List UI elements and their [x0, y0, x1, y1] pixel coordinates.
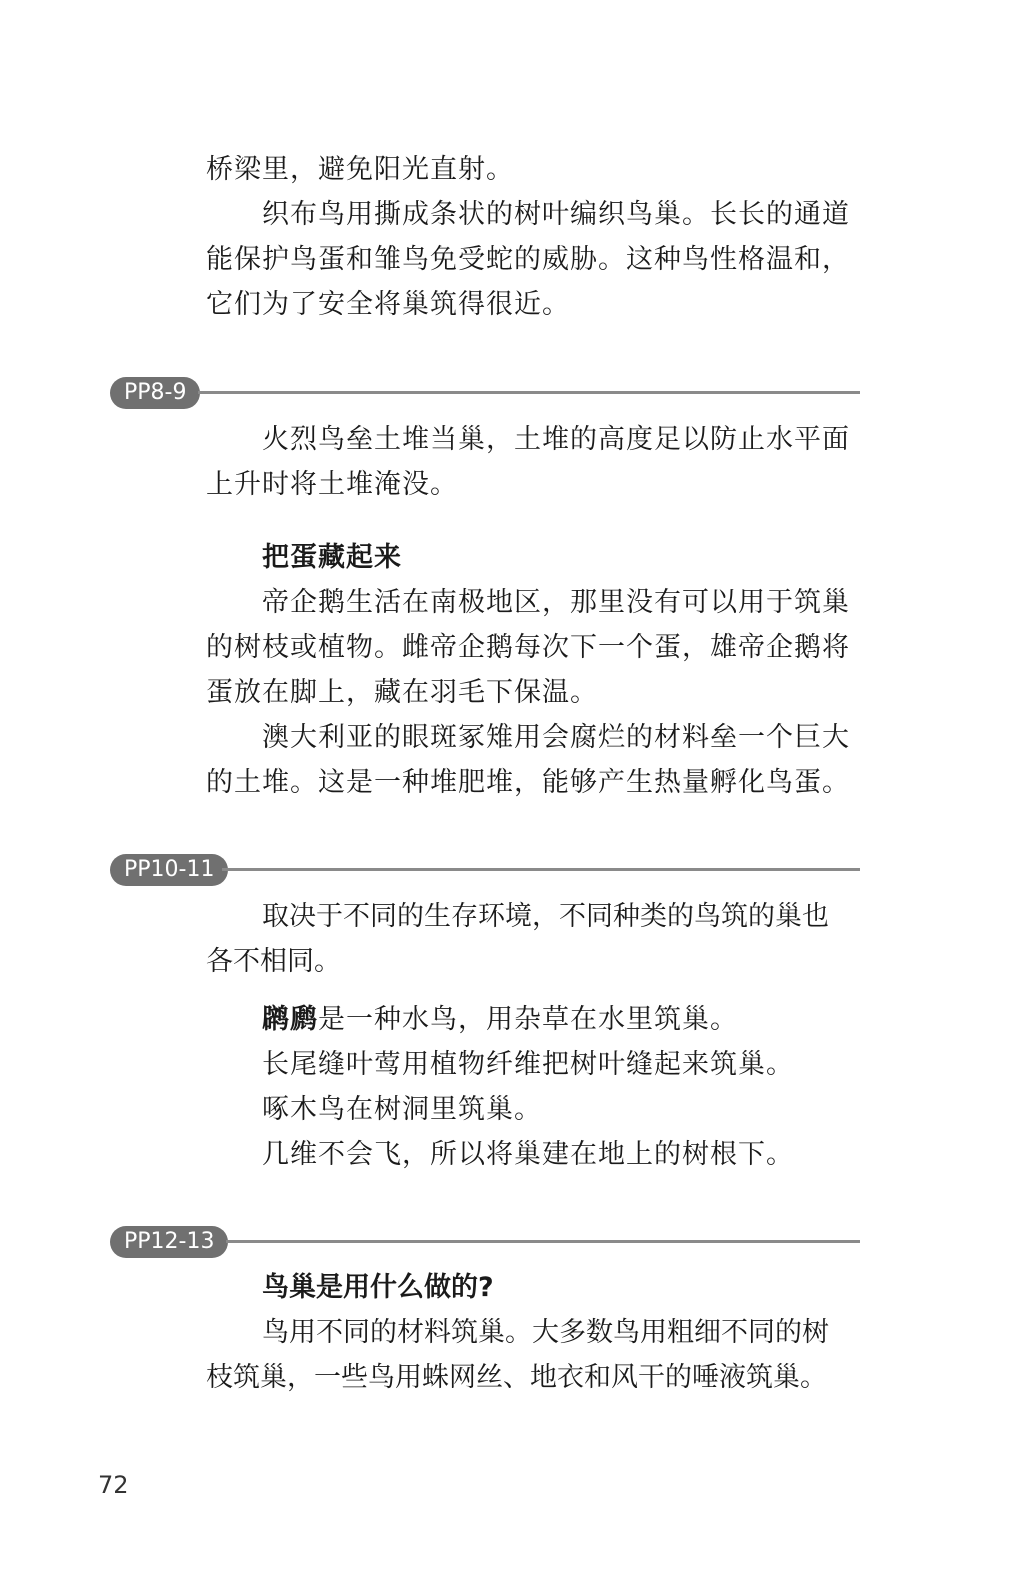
section-header-pp12-13 — [110, 1226, 860, 1260]
paragraph-line: 帝企鹅生活在南极地区，那里没有可以用于筑巢 — [262, 587, 850, 618]
section-divider — [226, 1240, 860, 1243]
subheading: 把蛋藏起来 — [262, 542, 402, 573]
paragraph-line: 蛋放在脚上，藏在羽毛下保温。 — [206, 677, 598, 708]
paragraph-line: 桥梁里，避免阳光直射。 — [206, 154, 514, 185]
paragraph-line: 能保护鸟蛋和雏鸟免受蛇的威胁。这种鸟性格温和， — [206, 244, 850, 275]
paragraph-line: 各不相同。 — [206, 946, 341, 977]
list-item — [262, 1004, 866, 1036]
list-item: 几维不会飞，所以将巢建在地上的树根下。 — [262, 1139, 794, 1170]
paragraph-line: 鸟用不同的材料筑巢。大多数鸟用粗细不同的树 — [262, 1317, 829, 1348]
paragraph-line: 枝筑巢，一些鸟用蛛网丝、地衣和风干的唾液筑巢。 — [206, 1362, 827, 1393]
item-text: 是一种水鸟，用杂草在水里筑巢。 — [318, 1004, 738, 1035]
page-number: 72 — [98, 1471, 129, 1499]
section-heading: 鸟巢是用什么做的? — [262, 1272, 494, 1303]
bird-name: 䴙䴘 — [262, 1004, 318, 1035]
section-label: PP10-11 — [110, 854, 228, 886]
paragraph-line: 它们为了安全将巢筑得很近。 — [206, 289, 570, 320]
section-header-pp8-9 — [110, 377, 860, 411]
paragraph-line: 上升时将土堆淹没。 — [206, 469, 458, 500]
section-divider — [198, 391, 860, 394]
section-label: PP8-9 — [110, 377, 200, 409]
paragraph-line: 取决于不同的生存环境，不同种类的鸟筑的巢也 — [262, 901, 829, 932]
section-divider — [222, 868, 860, 871]
paragraph-line: 的树枝或植物。雌帝企鹅每次下一个蛋，雄帝企鹅将 — [206, 632, 850, 663]
paragraph-line: 澳大利亚的眼斑冢雉用会腐烂的材料垒一个巨大 — [262, 722, 850, 753]
section-label: PP12-13 — [110, 1226, 228, 1258]
paragraph-line: 火烈鸟垒土堆当巢，土堆的高度足以防止水平面 — [262, 424, 850, 455]
paragraph-line: 织布鸟用撕成条状的树叶编织鸟巢。长长的通道 — [262, 199, 850, 230]
list-item: 啄木鸟在树洞里筑巢。 — [262, 1094, 542, 1125]
section-header-pp10-11 — [110, 854, 860, 888]
paragraph-line: 的土堆。这是一种堆肥堆，能够产生热量孵化鸟蛋。 — [206, 767, 850, 798]
list-item: 长尾缝叶莺用植物纤维把树叶缝起来筑巢。 — [262, 1049, 794, 1080]
